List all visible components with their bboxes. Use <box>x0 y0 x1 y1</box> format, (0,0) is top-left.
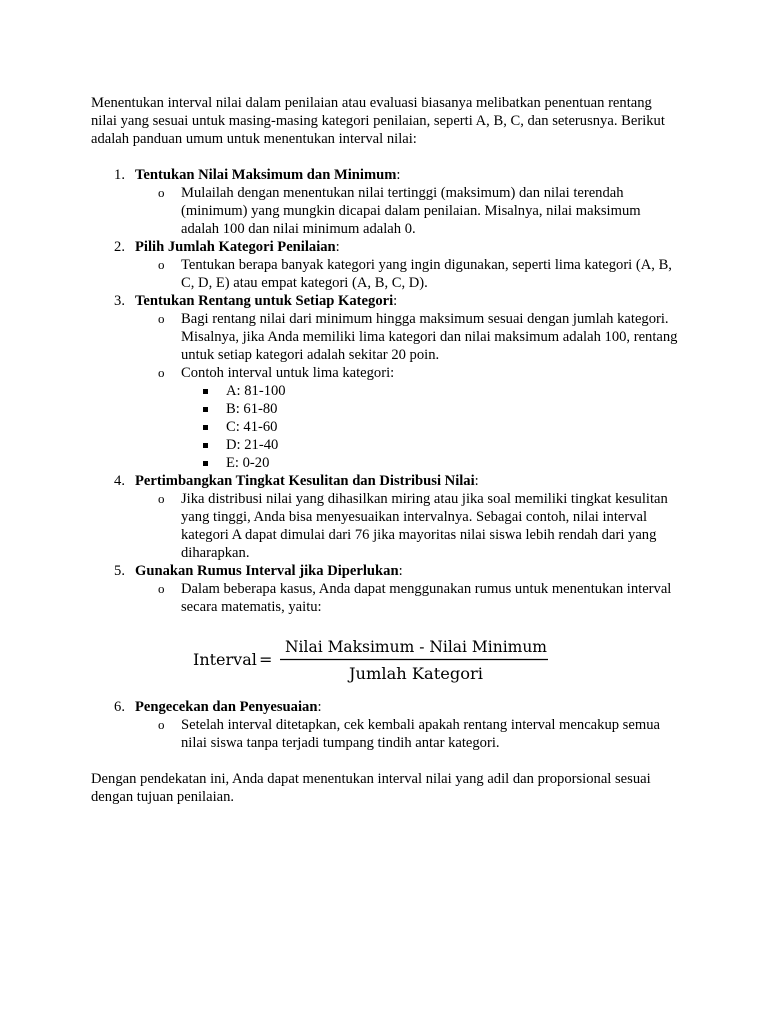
step-title: Tentukan Rentang untuk Setiap Kategori <box>135 293 394 309</box>
step-item <box>91 562 681 616</box>
bullet-item <box>181 436 681 454</box>
sub-text: Contoh interval untuk lima kategori: <box>181 365 395 381</box>
sub-marker: o <box>158 257 165 272</box>
sub-text: Jika distribusi nilai yang dihasilkan miring atau jika soal memiliki tingkat kesulitan yang tinggi, Anda bisa menyesuaikan intervalnya. Sebagai contoh, nilai interval kategori A dapat dimulai dari 76 jika mayoritas nilai siswa lebih rendah dari yang diharapkan. <box>181 491 668 561</box>
sub-marker: o <box>158 185 165 200</box>
step-item <box>91 238 681 292</box>
step-colon: : <box>335 239 340 255</box>
sub-marker: o <box>158 581 165 596</box>
square-bullet-icon <box>203 461 208 466</box>
step-title: Pengecekan dan Penyesuaian <box>135 699 318 715</box>
sub-text: Setelah interval ditetapkan, cek kembali apakah rentang interval mencakup semua nilai siswa tanpa terjadi tumpang tindih antar kategori. <box>181 717 660 751</box>
formula-denominator: Jumlah Kategori <box>346 664 483 683</box>
closing-paragraph: Dengan pendekatan ini, Anda dapat menentukan interval nilai yang adil dan proporsional sesuai dengan tujuan penilaian. <box>91 771 651 805</box>
step-number: 4. <box>114 473 125 489</box>
steps-list <box>91 166 681 616</box>
sub-text: Dalam beberapa kasus, Anda dapat menggunakan rumus untuk menentukan interval secara matematis, yaitu: <box>181 581 672 615</box>
square-bullet-icon <box>203 389 208 394</box>
step-number: 6. <box>114 699 125 715</box>
step-colon: : <box>393 293 398 309</box>
step-number: 3. <box>114 293 125 309</box>
step-number: 5. <box>114 563 125 579</box>
step-title: Gunakan Rumus Interval jika Diperlukan <box>135 563 399 579</box>
sub-text: Bagi rentang nilai dari minimum hingga maksimum sesuai dengan jumlah kategori. Misalnya, jika Anda memiliki lima kategori dan nilai maksimum adalah 100, rentang untuk setiap kategori adalah sekitar 20 poin. <box>181 311 678 363</box>
formula-numerator: Nilai Maksimum - Nilai Minimum <box>285 637 547 656</box>
interval-formula <box>91 634 681 686</box>
sub-item <box>135 184 681 238</box>
formula-graphic <box>191 634 551 686</box>
bullet-text: B: 61-80 <box>226 401 278 417</box>
step-colon: : <box>396 167 401 183</box>
bullet-item <box>181 400 681 418</box>
square-bullet-icon <box>203 407 208 412</box>
sub-item <box>135 310 681 364</box>
bullet-text: D: 21-40 <box>226 437 279 453</box>
step-item <box>91 292 681 472</box>
sub-marker: o <box>158 311 165 326</box>
bullet-text: A: 81-100 <box>226 383 286 399</box>
sub-item <box>135 256 681 292</box>
step-number: 1. <box>114 167 125 183</box>
bullet-item <box>181 418 681 436</box>
bullet-item <box>181 454 681 472</box>
sub-item <box>135 490 681 562</box>
sub-text: Tentukan berapa banyak kategori yang ingin digunakan, seperti lima kategori (A, B, C, D, E) atau empat kategori (A, B, C, D). <box>181 257 672 291</box>
step-title: Pilih Jumlah Kategori Penilaian <box>135 239 336 255</box>
step-colon: : <box>398 563 403 579</box>
step-colon: : <box>474 473 479 489</box>
step-title: Tentukan Nilai Maksimum dan Minimum <box>135 167 397 183</box>
bullet-text: C: 41-60 <box>226 419 278 435</box>
sub-text: Mulailah dengan menentukan nilai tertinggi (maksimum) dan nilai terendah (minimum) yang mungkin dicapai dalam penilaian. Misalnya, nilai maksimum adalah 100 dan nilai minimum adalah 0. <box>181 185 641 237</box>
formula-equals: = <box>259 650 273 669</box>
step-colon: : <box>317 699 322 715</box>
sub-marker: o <box>158 365 165 380</box>
square-bullet-icon <box>203 443 208 448</box>
step-item <box>91 472 681 562</box>
step-number: 2. <box>114 239 125 255</box>
square-bullet-icon <box>203 425 208 430</box>
step-item <box>91 698 681 752</box>
bullet-text: E: 0-20 <box>226 455 270 471</box>
sub-item <box>135 580 681 616</box>
sub-item <box>135 716 681 752</box>
sub-marker: o <box>158 491 165 506</box>
formula-lhs: Interval <box>193 650 257 669</box>
step-title: Pertimbangkan Tingkat Kesulitan dan Distribusi Nilai <box>135 473 475 489</box>
sub-item <box>135 364 681 472</box>
step-item <box>91 166 681 238</box>
steps-list-continued <box>91 698 681 752</box>
intro-paragraph: Menentukan interval nilai dalam penilaian atau evaluasi biasanya melibatkan penentuan rentang nilai yang sesuai untuk masing-masing kategori penilaian, seperti A, B, C, dan seterusnya. Berikut adalah panduan umum untuk menentukan interval nilai: <box>91 95 665 147</box>
category-intervals-list <box>181 382 681 472</box>
sub-marker: o <box>158 717 165 732</box>
bullet-item <box>181 382 681 400</box>
document-page <box>91 94 681 806</box>
